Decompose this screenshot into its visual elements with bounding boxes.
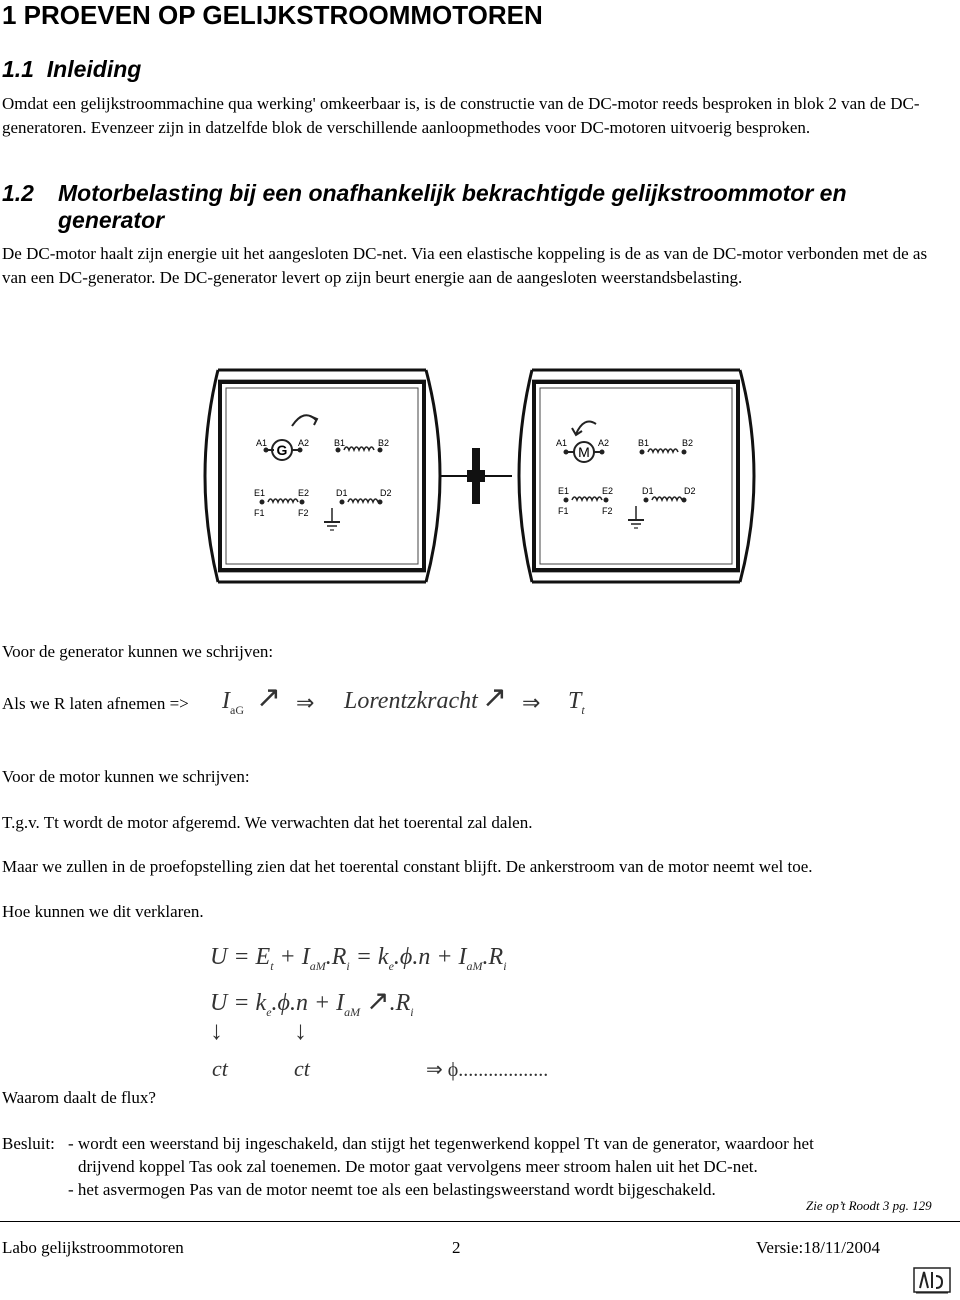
motor-terminal-a1: A1 xyxy=(556,438,568,448)
implies-arrow-2: ⇒ xyxy=(522,690,541,715)
page-title: 1 PROEVEN OP GELIJKSTROOMMOTOREN xyxy=(2,0,543,30)
motor-terminal-a2: A2 xyxy=(598,438,610,448)
elastic-coupling xyxy=(440,448,512,504)
ct-1: ct xyxy=(212,1056,228,1081)
eq1-i: $I_{aG}$ xyxy=(222,688,244,717)
motor-terminal-b1: B1 xyxy=(638,438,650,448)
intro-paragraph: Omdat een gelijkstroommachine qua werking' omkeerbaar is, is de constructie van de DC-motor reeds besproken in blok 2 van de DC-generatoren. Evenzeer zijn in datzelfde blok de verschillende aanloopmethodes voor DC-motoren uitvoerig besproken. xyxy=(2,94,920,137)
terminal-a2: A2 xyxy=(298,438,310,448)
waarom-text: Waarom daalt de flux? xyxy=(2,1088,156,1107)
terminal-e1: E1 xyxy=(254,488,266,498)
maar-text: Maar we zullen in de proefopstelling zien dat het toerental constant blijft. De ankerstroom van de motor neemt wel toe. xyxy=(2,857,813,876)
implies-arrow-1: ⇒ xyxy=(296,690,315,715)
section-1-1-heading xyxy=(2,56,141,83)
footer-version: Versie:18/11/2004 xyxy=(756,1238,881,1257)
ct-2: ct xyxy=(294,1056,310,1081)
besluit-label: Besluit: xyxy=(2,1134,55,1153)
section-number: 1.1 xyxy=(2,56,34,82)
up-arrow-3: ↗ xyxy=(366,986,390,1017)
hoe-text: Hoe kunnen we dit verklaren. xyxy=(2,902,204,921)
footer-left: Labo gelijkstroommotoren xyxy=(2,1238,184,1257)
section-title: Inleiding xyxy=(46,56,142,82)
phi-conclusion: ⇒ ϕ.................. xyxy=(426,1059,549,1081)
motor-terminal-f1: F1 xyxy=(558,506,569,516)
formula-line-1: $U = E_t + I_{aM}.R_i = k_e.\phi.n + I_{aM}.R_i$ xyxy=(210,944,507,973)
motor-generator-diagram xyxy=(178,360,782,592)
school-logo-icon xyxy=(912,1266,952,1296)
terminal-b1: B1 xyxy=(334,438,346,448)
motor-terminal-f2: F2 xyxy=(602,506,613,516)
lorentzkracht: Lorentzkracht xyxy=(344,688,478,714)
reference-note: Zie op’t Roodt 3 pg. 129 xyxy=(806,1198,932,1213)
motor-machine xyxy=(519,370,754,582)
formula-line-2: $U = k_e.\phi.n + I_{aM}$ $↗.R_i$ xyxy=(210,986,414,1019)
terminal-b2: B2 xyxy=(378,438,390,448)
up-arrow-2: ↗ xyxy=(482,681,508,714)
tgv-text: T.g.v. Tt wordt de motor afgeremd. We verwachten dat het toerental zal dalen. xyxy=(2,813,533,832)
generator-intro: Voor de generator kunnen we schrijven: xyxy=(2,642,274,661)
motor-terminal-e2: E2 xyxy=(602,486,614,496)
down-arrow-2: ↓ xyxy=(294,1016,307,1045)
up-arrow-1: ↗ xyxy=(256,681,282,714)
generator-symbol-label: G xyxy=(276,442,288,458)
besluit-item-1a: - wordt een weerstand bij ingeschakeld, dan stijgt het tegenwerkend koppel Tt van de generator, waardoor het xyxy=(68,1134,814,1153)
besluit-item-2: - het asvermogen Pas van de motor neemt toe als een belastingsweerstand wordt bijgeschakeld. xyxy=(68,1180,716,1199)
motor-terminal-d2: D2 xyxy=(684,486,696,496)
motor-terminal-e1: E1 xyxy=(558,486,570,496)
terminal-f1: F1 xyxy=(254,508,265,518)
generator-machine xyxy=(205,370,440,582)
section-1-2-title: Motorbelasting bij een onafhankelijk bekrachtigde gelijkstroommotor en generator xyxy=(58,180,847,233)
eq1-t: $T_t$ xyxy=(568,688,585,717)
terminal-d1: D1 xyxy=(336,488,348,498)
terminal-e2: E2 xyxy=(298,488,310,498)
terminal-d2: D2 xyxy=(380,488,392,498)
motor-terminal-b2: B2 xyxy=(682,438,694,448)
motor-intro: Voor de motor kunnen we schrijven: xyxy=(2,767,250,786)
motor-symbol-label: M xyxy=(578,444,590,460)
als-text: Als we R laten afnemen => xyxy=(2,694,189,713)
besluit-item-1b: drijvend koppel Tas ook zal toenemen. De motor gaat vervolgens meer stroom halen uit het DC-net. xyxy=(78,1157,758,1176)
terminal-a1: A1 xyxy=(256,438,268,448)
terminal-f2: F2 xyxy=(298,508,309,518)
footer-divider xyxy=(0,1221,960,1222)
motor-terminal-d1: D1 xyxy=(642,486,654,496)
section-1-2-paragraph: De DC-motor haalt zijn energie uit het aangesloten DC-net. Via een elastische koppeling is de as van de DC-motor verbonden met de as van een DC-generator. De DC-generator levert op zijn beurt energie aan de aangesloten weerstandsbelasting. xyxy=(2,244,928,287)
down-arrow-1: ↓ xyxy=(210,1016,223,1045)
section-1-2-number: 1.2 xyxy=(2,180,34,206)
footer-page-number: 2 xyxy=(452,1238,461,1257)
